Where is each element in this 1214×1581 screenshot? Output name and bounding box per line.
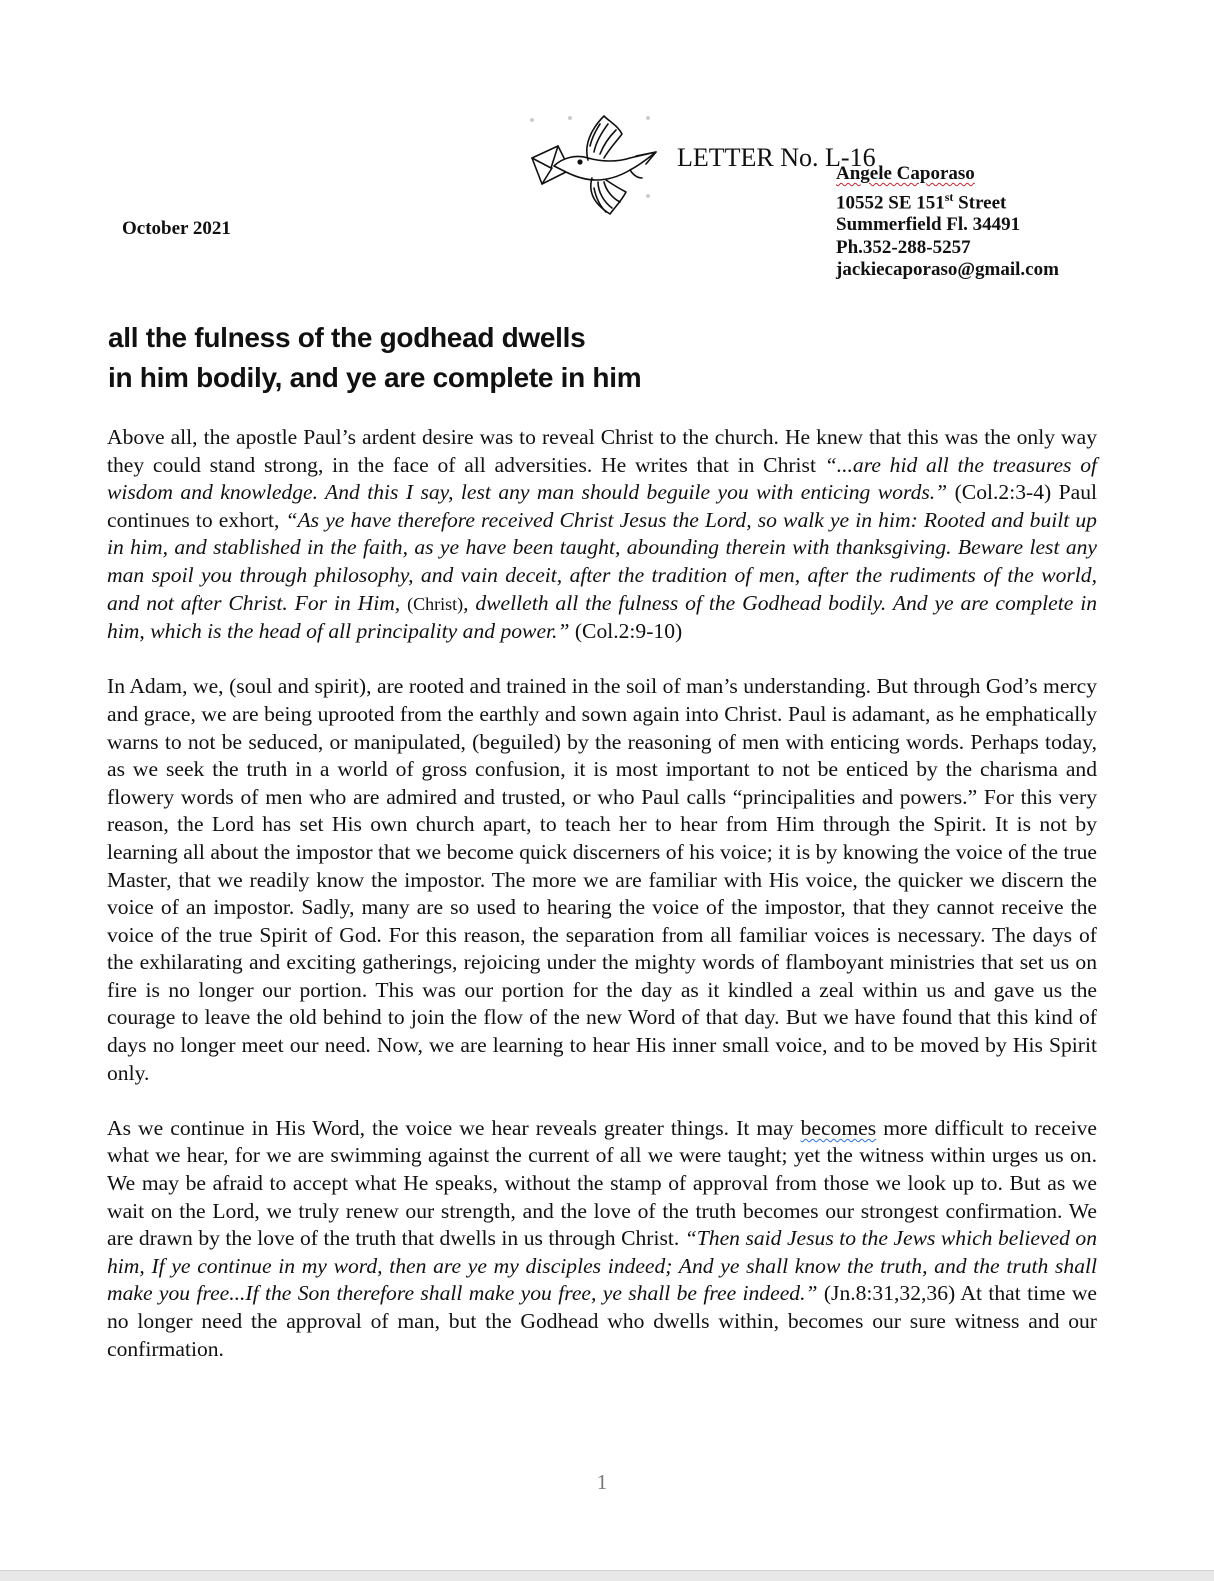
letter-date: October 2021 <box>122 218 231 239</box>
sender-address-block <box>836 163 1059 282</box>
letter-title-line-2: in him bodily, and ye are complete in him <box>108 362 642 393</box>
letter-body <box>107 424 1097 1391</box>
body-paragraph-1: Above all, the apostle Paul’s ardent desire was to reveal Christ to the church. He knew that this was the only way they could stand strong, in the face of all adversities. He writes that in Christ “...are hid all the treasures of wisdom and knowledge. And this I say, lest any man should beguile you with enticing words.” (Col.2:3-4) Paul continues to exhort, “As ye have therefore received Christ Jesus the Lord, so walk ye in him: Rooted and built up in him, and stablished in the faith, as ye have been taught, abounding therein with thanksgiving. Beware lest any man spoil you through philosophy, and vain deceit, after the tradition of men, after the rudiments of the world, and not after Christ. For in Him, (Christ), dwelleth all the fulness of the Godhead bodily. And ye are complete in him, which is the head of all principality and power.” (Col.2:9-10) <box>107 425 1097 644</box>
page-number: 1 <box>596 1470 608 1494</box>
body-paragraph-3: As we continue in His Word, the voice we hear reveals greater things. It may becomes more difficult to receive what we hear, for we are swimming against the current of all we were taught; yet the witness within urges us on. We may be afraid to accept what He speaks, without the stamp of approval from those we look up to. But as we wait on the Lord, we truly renew our strength, and the love of the truth becomes our strongest confirmation. We are drawn by the love of the truth that dwells in us through Christ. “Then said Jesus to the Jews which believed on him, If ye continue in my word, then are ye my disciples indeed; And ye shall know the truth, and the truth shall make you free...If the Son therefore shall make you free, ye shall be free indeed.” (Jn.8:31,32,36) At that time we no longer need the approval of man, but the Godhead who dwells within, becomes our sure witness and our confirmation. <box>107 1115 1097 1361</box>
body-paragraph-2: In Adam, we, (soul and spirit), are rooted and trained in the soil of man’s understanding. But through God’s mercy and grace, we are being uprooted from the earthly and sown again into Christ. Paul is adamant, as he emphatically warns to not be seduced, or manipulated, (beguiled) by the reasoning of men with enticing words. Perhaps today, as we seek the truth in a world of gross confusion, it is most important to not be enticed by the charisma and flowery words of men who are admired and trusted, or who Paul calls “principalities and powers.” For this very reason, the Lord has set His own church apart, to teach her to hear from Him through the Spirit. It is not by learning all about the impostor that we become quick discerners of his voice; it is by knowing the voice of the true Master, that we readily know the impostor. The more we are familiar with His voice, the quicker we discern the voice of an impostor. Sadly, many are so used to hearing the voice of the impostor, that they cannot receive the voice of the true Spirit of God. For this reason, the separation from all familiar voices is necessary. The days of the exhilarating and exciting gatherings, rejoicing under the mighty words of flamboyant ministries that set us on fire is no longer our portion. This was our portion for the day as it kindled a zeal within us and gave us the courage to leave the old behind to join the flow of the new Word of that day. But we have found that this kind of days no longer meet our need. Now, we are learning to hear His inner small voice, and to be moved by His Spirit only. <box>107 674 1097 1085</box>
grammar-flagged-word: becomes <box>800 1115 877 1140</box>
sender-phone: Ph.352-288-5257 <box>836 236 971 258</box>
letter-title <box>108 318 1108 398</box>
scripture-quote: “As ye have therefore received Christ Jesus the Lord, so walk ye in him: Rooted and built up in him, and stablished in the faith, as ye have been taught, abounding therein with thanksgiving. Beware lest any man spoil you through philosophy, and vain deceit, after the tradition of men, after the rudiments of the world, and not after Christ. For in Him, <box>107 507 1097 615</box>
dove-with-letter-icon <box>518 108 660 226</box>
letter-number: LETTER No. L-16 <box>677 143 876 172</box>
sender-name: Angele Caporaso <box>836 163 975 184</box>
sender-email: jackiecaporaso@gmail.com <box>836 259 1059 281</box>
scripture-quote: “Then said Jesus to the Jews which believed on him, If ye continue in my word, then are ye my disciples indeed; And ye shall know the truth, and the truth shall make you free...If the Son therefore shall make you free, ye shall be free indeed.” <box>107 1226 1097 1306</box>
letter-title-line-1: all the fulness of the godhead dwells <box>108 322 586 353</box>
sender-city: Summerfield Fl. 34491 <box>836 214 1021 236</box>
page-bottom-edge <box>0 1570 1214 1581</box>
scripture-quote: “...are hid all the treasures of wisdom and knowledge. And this I say, lest any man should beguile you with enticing words.” <box>107 452 1097 505</box>
sender-street: 10552 SE 151st Street <box>836 189 1007 213</box>
